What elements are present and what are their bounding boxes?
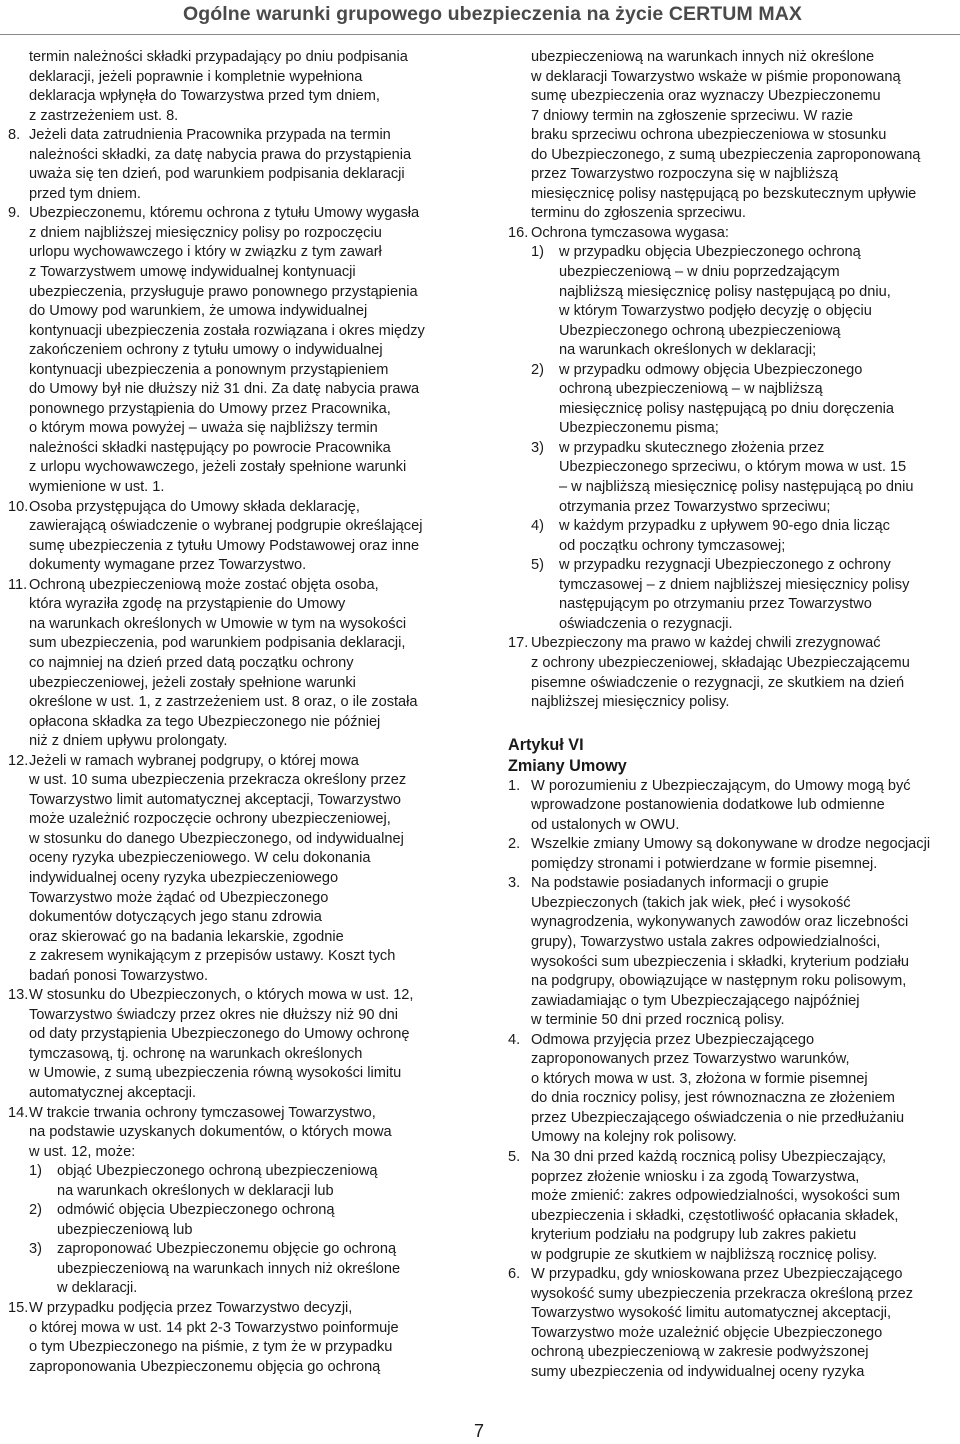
text-line: poprzez złożenie wniosku i za zgodą Towarzystwa, bbox=[531, 1168, 860, 1185]
item-number: 4. bbox=[508, 1031, 521, 1048]
text-line: zawiadamiając o tym Ubezpieczającego najpóźniej bbox=[531, 992, 860, 1009]
text-line: Towarzystwo świadczy przez okres nie dłuższy niż 90 dni bbox=[29, 1006, 399, 1023]
text-line: Ubezpieczonego sprzeciwu, o którym mowa w ust. 15 bbox=[559, 459, 907, 476]
item-number: 1) bbox=[531, 244, 544, 261]
text-line: z Towarzystwem umowę indywidualnej kontynuacji bbox=[29, 264, 356, 281]
text-line: najbliższej miesięcznicy polisy. bbox=[531, 694, 730, 711]
text-line: zawierającą oświadczenie o wybranej podgrupie określającej bbox=[29, 518, 423, 535]
text-line: na podstawie uzyskanych dokumentów, o których mowa bbox=[29, 1124, 392, 1141]
text-line: następującym po otrzymaniu przez Towarzystwo bbox=[559, 596, 872, 613]
text-line: Umowy na kolejny rok polisowy. bbox=[531, 1129, 737, 1146]
text-line: do Umowy był nie dłuższy niż 31 dni. Za datę nabycia prawa bbox=[29, 381, 420, 398]
text-line: w deklaracji. bbox=[57, 1280, 138, 1297]
text-line: badań ponosi Towarzystwo. bbox=[29, 967, 209, 984]
document-title: Ogólne warunki grupowego ubezpieczenia na życie CERTUM MAX bbox=[182, 3, 802, 25]
text-line: indywidualnej oceny ryzyka ubezpieczeniowego bbox=[29, 869, 339, 886]
subitem-2 bbox=[0, 361, 960, 439]
item-number: 4) bbox=[531, 518, 544, 535]
text-line: w stosunku do danego Ubezpieczonego, od indywidualnej bbox=[29, 830, 404, 847]
text-line: 7 dniowy termin na zgłoszenie sprzeciwu. W razie bbox=[531, 107, 854, 124]
item-number: 17. bbox=[508, 635, 529, 652]
text-line: sumę ubezpieczenia oraz wyznaczy Ubezpieczonemu bbox=[531, 88, 881, 105]
text-line: w terminie 50 dni przed rocznicą polisy. bbox=[531, 1012, 785, 1029]
text-line: grupy), Towarzystwo ustala zakres odpowiedzialności, bbox=[531, 933, 881, 950]
text-line: Odmowa przyjęcia przez Ubezpieczającego bbox=[531, 1031, 815, 1048]
text-line: należności składki, za datę nabycia prawa do przystąpienia bbox=[29, 146, 412, 163]
text-line: ochroną ubezpieczeniową w zakresie podwyższonej bbox=[531, 1344, 869, 1361]
article-item-5 bbox=[0, 1148, 960, 1265]
text-line: dokumenty wymagane przez Towarzystwo. bbox=[29, 557, 307, 574]
article-title: Artykuł VI bbox=[508, 735, 584, 754]
text-line: w każdym przypadku z upływem 90-ego dnia licząc bbox=[559, 518, 890, 535]
text-line: ubezpieczenia i składki, częstotliwość opłacania składek, bbox=[531, 1207, 899, 1224]
text-line: braku sprzeciwu ochrona ubezpieczeniowa w stosunku bbox=[531, 127, 887, 144]
text-line: wynagrodzenia, wykonywanych zawodów oraz liczebności bbox=[531, 914, 909, 931]
text-line: urlopu wychowawczego i który w związku z tym zawarł bbox=[29, 244, 382, 261]
text-line: Jeżeli w ramach wybranej podgrupy, o której mowa bbox=[29, 752, 359, 769]
text-line: opłacona składka za tego Ubezpieczonego nie później bbox=[29, 713, 381, 730]
text-line: z zastrzeżeniem ust. 8. bbox=[29, 107, 179, 124]
text-line: która wyraziła zgodę na przystąpienie do Umowy bbox=[29, 596, 346, 613]
item-number: 13. bbox=[8, 987, 29, 1004]
item-number: 14. bbox=[8, 1104, 29, 1121]
text-line: pisemne oświadczenie o rezygnacji, ze skutkiem na dzień bbox=[531, 674, 905, 691]
text-line: do dnia rocznicy polisy, jest równoznaczna ze złożeniem bbox=[531, 1090, 895, 1107]
text-line: W przypadku, gdy wnioskowana przez Ubezpieczającego bbox=[531, 1266, 903, 1283]
text-line: kontynuacji ubezpieczenia została rozwiązana i okres między bbox=[29, 322, 425, 339]
item-number: 3) bbox=[29, 1241, 42, 1258]
text-line: w ust. 12, może: bbox=[29, 1143, 136, 1160]
page-number: 7 bbox=[474, 1421, 485, 1441]
text-line: niż z dniem upływu prolongaty. bbox=[29, 733, 228, 750]
article-item-4 bbox=[0, 1031, 960, 1148]
text-line: Towarzystwo może uzależnić objęcie Ubezpieczonego bbox=[531, 1324, 883, 1341]
item-number: 8. bbox=[8, 127, 21, 144]
article-subtitle: Zmiany Umowy bbox=[508, 756, 627, 775]
paragraph-17 bbox=[0, 634, 960, 712]
article-item-3 bbox=[0, 874, 960, 1030]
item-number: 6. bbox=[508, 1266, 521, 1283]
text-line: dokumentów dotyczących jego stanu zdrowia bbox=[29, 909, 322, 926]
text-line: na warunkach określonych w deklaracji lub bbox=[57, 1182, 334, 1199]
text-line: Ubezpieczony ma prawo w każdej chwili zrezygnować bbox=[531, 635, 881, 652]
text-line: tymczasową, tj. ochronę na warunkach określonych bbox=[29, 1045, 363, 1062]
subitem-3 bbox=[0, 439, 960, 517]
text-line: ponownego przystąpienia do Umowy przez Pracownika, bbox=[29, 400, 391, 417]
text-line: od daty przystąpienia Ubezpieczonego do Umowy ochronę bbox=[29, 1026, 410, 1043]
article-item-1 bbox=[0, 777, 960, 836]
text-line: może zmienić: zakres odpowiedzialności, wysokości sum bbox=[531, 1188, 901, 1205]
text-line: w przypadku rezygnacji Ubezpieczonego z ochrony bbox=[559, 557, 891, 574]
text-line: o której mowa w ust. 14 pkt 2-3 Towarzystwo poinformuje bbox=[29, 1319, 399, 1336]
text-line: zakończeniem ochrony z tytułu umowy o indywidualnej bbox=[29, 342, 383, 359]
text-line: z dniem najbliższej miesięcznicy polisy po rozpoczęciu bbox=[29, 224, 382, 241]
text-line: wprowadzone postanowienia dodatkowe lub odmienne bbox=[531, 797, 885, 814]
text-line: Towarzystwo wysokość limitu automatycznej akceptacji, bbox=[531, 1305, 892, 1322]
text-line: zaproponowania Ubezpieczonemu objęcia go ochroną bbox=[29, 1358, 381, 1375]
article-item-6 bbox=[0, 1265, 960, 1382]
item-number: 11. bbox=[8, 576, 28, 593]
text-line: ubezpieczeniowej, jeżeli zostały spełnione warunki bbox=[29, 674, 356, 691]
text-line: o którym mowa powyżej – uważa się najbliższy termin bbox=[29, 420, 378, 437]
text-line: W porozumieniu z Ubezpieczającym, do Umowy mogą być bbox=[531, 777, 911, 794]
text-line: w którym Towarzystwo podjęło decyzję o objęciu bbox=[559, 303, 872, 320]
text-line: należności składki następujący po powrocie Pracownika bbox=[29, 439, 391, 456]
text-line: W trakcie trwania ochrony tymczasowej Towarzystwo, bbox=[29, 1104, 376, 1121]
text-line: kryterium podziału na podgrupy lub zakres pakietu bbox=[531, 1227, 857, 1244]
text-line: oceny ryzyka ubezpieczeniowego. W celu dokonania bbox=[29, 850, 371, 867]
text-line: od ustalonych w OWU. bbox=[531, 816, 680, 833]
text-line: Ubezpieczonemu pisma; bbox=[559, 420, 719, 437]
text-line: zaproponowanych przez Towarzystwo warunków, bbox=[531, 1051, 850, 1068]
item-number: 16. bbox=[508, 224, 529, 241]
text-line: W przypadku podjęcia przez Towarzystwo decyzji, bbox=[29, 1300, 353, 1316]
text-line: Wszelkie zmiany Umowy są dokonywane w drodze negocjacji bbox=[531, 836, 931, 853]
text-line: co najmniej na dzień przed datą początku ochrony bbox=[29, 654, 354, 671]
text-line: przez Ubezpieczającego oświadczenia o nie przedłużaniu bbox=[531, 1109, 905, 1126]
paragraph-16 bbox=[0, 224, 960, 244]
item-number: 9. bbox=[8, 205, 21, 222]
subitem-1 bbox=[0, 243, 960, 360]
page-header bbox=[0, 0, 960, 35]
text-line: automatycznej akceptacji. bbox=[29, 1084, 197, 1101]
paragraph-cont bbox=[0, 48, 960, 224]
text-line: Jeżeli data zatrudnienia Pracownika przypada na termin bbox=[29, 127, 391, 144]
text-line: w deklaracji Towarzystwo wskaże w piśmie proponowaną bbox=[531, 68, 901, 85]
text-line: miesięcznicę polisy następującą po dniu doręczenia bbox=[559, 400, 895, 417]
text-line: oświadczenia o rezygnacji. bbox=[559, 615, 733, 632]
text-line: w przypadku odmowy objęcia Ubezpieczonego bbox=[559, 361, 863, 378]
item-number: 1. bbox=[508, 777, 521, 794]
text-line: określone w ust. 1, z zastrzeżeniem ust. 8 oraz, o ile została bbox=[29, 694, 418, 711]
text-line: – w najbliższą miesięcznicę polisy następującą po dniu bbox=[559, 479, 914, 496]
text-line: w podgrupie ze skutkiem w najbliższą rocznicę polisy. bbox=[531, 1246, 878, 1263]
text-line: do Umowy pod warunkiem, że umowa indywidualnej bbox=[29, 303, 368, 320]
text-line: wysokość sumy ubezpieczenia przekracza określoną przez bbox=[531, 1285, 914, 1302]
text-line: ubezpieczeniową na warunkach innych niż określone bbox=[531, 49, 875, 65]
item-number: 5) bbox=[531, 557, 544, 574]
item-number: 12. bbox=[8, 752, 29, 769]
item-number: 15. bbox=[8, 1300, 29, 1316]
text-line: w Umowie, z sumą ubezpieczenia równą wysokości limitu bbox=[29, 1065, 402, 1082]
text-line: tymczasowej – z dniem najbliższej miesięcznicy polisy bbox=[559, 576, 910, 593]
text-line: przez Towarzystwo rozpoczyna się w najbliższą bbox=[531, 166, 839, 183]
text-line: na warunkach określonych w deklaracji; bbox=[559, 342, 817, 359]
item-number: 2. bbox=[508, 836, 521, 853]
text-line: Osoba przystępująca do Umowy składa deklarację, bbox=[29, 498, 360, 515]
text-line: kontynuacji ubezpieczenia a ponownym przystąpieniem bbox=[29, 361, 389, 378]
item-number: 10. bbox=[8, 498, 29, 515]
text-line: ubezpieczenia, przysługuje prawo ponownego przystąpienia bbox=[29, 283, 418, 300]
text-line: z urlopu wychowawczego, jeżeli zostały spełnione warunki bbox=[29, 459, 407, 476]
text-line: termin należności składki przypadający po dniu podpisania bbox=[29, 49, 408, 65]
text-line: objąć Ubezpieczonego ochroną ubezpieczeniową bbox=[57, 1163, 378, 1180]
text-line: z zakresem wynikającym z przepisów ustawy. Koszt tych bbox=[29, 948, 396, 965]
text-line: Towarzystwo może żądać od Ubezpieczonego bbox=[29, 889, 329, 906]
text-line: w ust. 10 suma ubezpieczenia przekracza określony przez bbox=[29, 772, 407, 789]
text-line: Towarzystwo limit automatycznej akceptacji, Towarzystwo bbox=[29, 791, 401, 808]
text-line: uważa się ten dzień, pod warunkiem podpisania deklaracji bbox=[29, 166, 405, 183]
text-line: zaproponować Ubezpieczonemu objęcie go ochroną bbox=[57, 1241, 397, 1258]
text-line: terminu do zgłoszenia sprzeciwu. bbox=[531, 205, 746, 222]
text-line: ochroną ubezpieczeniową – w najbliższą bbox=[559, 381, 823, 398]
text-line: z ochrony ubezpieczeniowej, składając Ubezpieczającemu bbox=[531, 654, 910, 671]
text-line: od początku ochrony tymczasowej; bbox=[559, 537, 786, 554]
item-number: 2) bbox=[29, 1202, 42, 1219]
text-line: Ubezpieczonych (takich jak wiek, płeć i wysokość bbox=[531, 894, 851, 911]
text-line: deklaracja wpłynęła do Towarzystwa przed tym dniem, bbox=[29, 88, 380, 105]
text-line: przed tym dniem. bbox=[29, 185, 141, 202]
text-line: w przypadku objęcia Ubezpieczonego ochroną bbox=[559, 244, 861, 261]
subitem-5 bbox=[0, 556, 960, 634]
text-line: miesięcznicę polisy następującą po bezskutecznym upływie bbox=[531, 185, 917, 202]
text-line: o których mowa w ust. 3, złożona w formie pisemnej bbox=[531, 1070, 868, 1087]
text-line: na warunkach określonych w Umowie w tym na wysokości bbox=[29, 615, 407, 632]
item-number: 3. bbox=[508, 875, 521, 892]
text-line: deklaracji, jeżeli poprawnie i kompletnie wypełniona bbox=[29, 68, 363, 85]
text-line: do Ubezpieczonego, z sumą ubezpieczenia zaproponowaną bbox=[531, 146, 921, 163]
text-line: odmówić objęcia Ubezpieczonego ochroną bbox=[57, 1202, 335, 1219]
text-line: ubezpieczeniową na warunkach innych niż określone bbox=[57, 1260, 401, 1277]
text-line: Na 30 dni przed każdą rocznicą polisy Ubezpieczający, bbox=[531, 1148, 887, 1165]
text-line: w przypadku skutecznego złożenia przez bbox=[559, 439, 825, 456]
text-line: Na podstawie posiadanych informacji o grupie bbox=[531, 875, 829, 892]
text-line: wymienione w ust. 1. bbox=[29, 479, 165, 496]
item-number: 3) bbox=[531, 439, 544, 456]
text-line: Ochroną ubezpieczeniową może zostać objęta osoba, bbox=[29, 576, 379, 593]
article-item-2 bbox=[0, 835, 960, 874]
article-heading bbox=[0, 735, 960, 777]
text-line: sumę ubezpieczenia z tytułu Umowy Podstawowej oraz inne bbox=[29, 537, 420, 554]
item-number: 5. bbox=[508, 1148, 521, 1165]
subitem-4 bbox=[0, 517, 960, 556]
text-line: może uzależnić rozpoczęcie ochrony ubezpieczeniowej, bbox=[29, 811, 391, 828]
item-number: 2) bbox=[531, 361, 544, 378]
text-line: sumy ubezpieczenia od indywidualnej oceny ryzyka bbox=[531, 1364, 865, 1380]
text-line: Ubezpieczonemu, któremu ochrona z tytułu Umowy wygasła bbox=[29, 205, 420, 222]
text-line: oraz skierować go na badania lekarskie, zgodnie bbox=[29, 928, 344, 945]
text-line: ubezpieczeniową – w dniu poprzedzającym bbox=[559, 264, 840, 281]
text-line: o tym Ubezpieczonego na piśmie, z tym że w przypadku bbox=[29, 1339, 393, 1356]
right-column bbox=[0, 48, 960, 1383]
text-line: ubezpieczeniową lub bbox=[57, 1221, 193, 1238]
text-line: Ubezpieczonego ochroną ubezpieczeniową bbox=[559, 322, 841, 339]
text-line: otrzymania przez Towarzystwo sprzeciwu; bbox=[559, 498, 831, 515]
text-line: W stosunku do Ubezpieczonych, o których mowa w ust. 12, bbox=[29, 987, 414, 1004]
text-line: najbliższą miesięcznicę polisy następującą po dniu, bbox=[559, 283, 891, 300]
text-line: sum ubezpieczenia, pod warunkiem podpisania deklaracji, bbox=[29, 635, 406, 652]
text-line: pomiędzy stronami i potwierdzane w formie pisemnej. bbox=[531, 855, 878, 872]
item-number: 1) bbox=[29, 1163, 42, 1180]
text-line: na podgrupy, obowiązujące w następnym roku polisowym, bbox=[531, 973, 907, 990]
text-line: wysokości sum ubezpieczenia i składki, kryterium podziału bbox=[531, 953, 909, 970]
text-line: Ochrona tymczasowa wygasa: bbox=[531, 224, 729, 241]
